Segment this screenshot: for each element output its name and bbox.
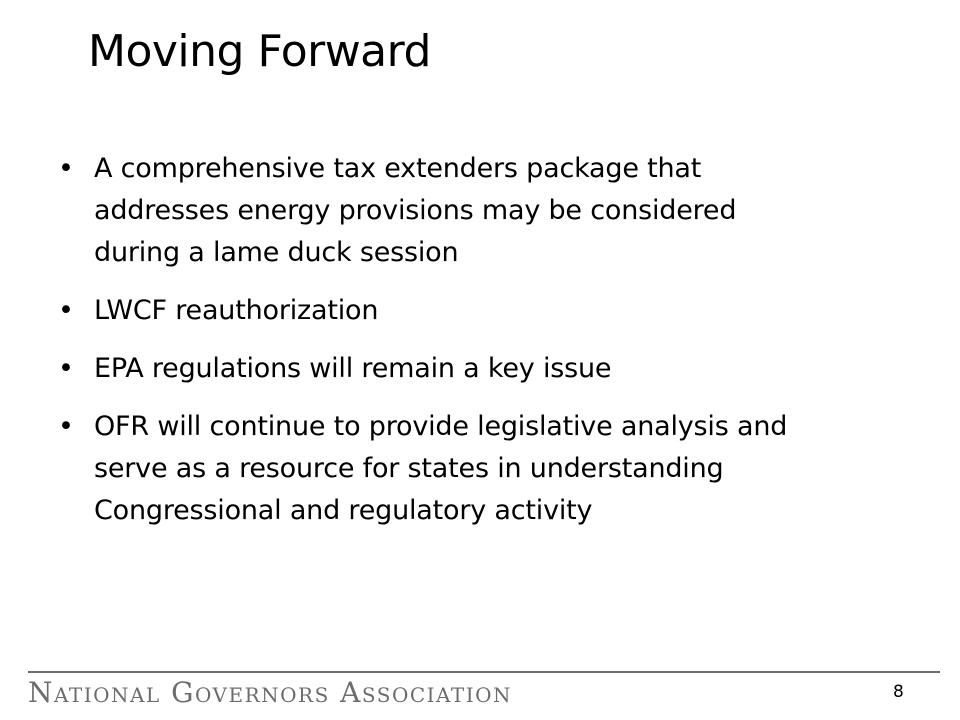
bullet-item [58, 406, 828, 532]
page-number: 8 [893, 682, 904, 702]
bullet-text: EPA regulations will remain a key issue [94, 353, 612, 384]
bullet-item [58, 148, 828, 274]
footer-organization-name: National Governors Association [28, 676, 513, 709]
bullet-item [58, 348, 828, 390]
footer-divider [28, 671, 940, 673]
bullet-icon: • [58, 411, 74, 442]
bullet-icon: • [58, 295, 74, 326]
bullet-text: LWCF reauthorization [94, 295, 379, 326]
bullet-icon: • [58, 353, 74, 384]
bullet-icon: • [58, 153, 74, 184]
slide-title: Moving Forward [88, 26, 431, 77]
bullet-list [58, 148, 828, 548]
bullet-text: A comprehensive tax extenders package that addresses energy provisions may be considered during a lame duck session [94, 153, 737, 268]
bullet-text: OFR will continue to provide legislative analysis and serve as a resource for states in understanding Congressional and regulatory activity [94, 411, 788, 526]
bullet-item [58, 290, 828, 332]
